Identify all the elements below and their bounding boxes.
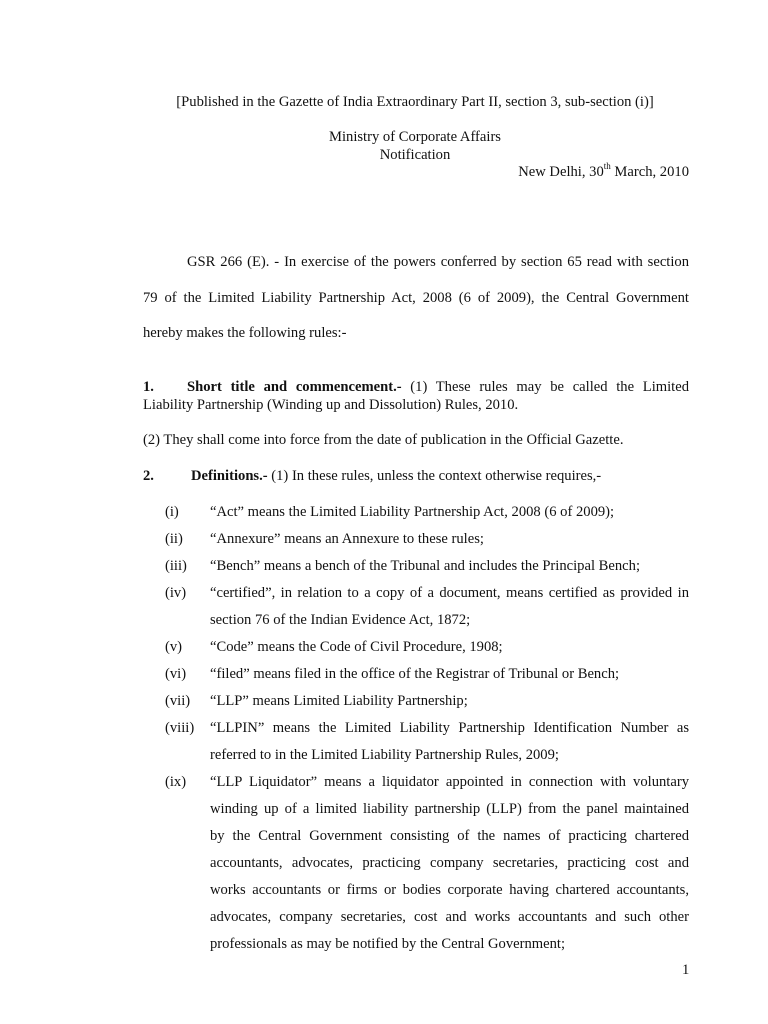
definition-number: (iii): [165, 558, 187, 574]
rule-2-number: 2.: [143, 468, 154, 484]
definition-text: [210, 665, 689, 692]
page-number: 1: [682, 962, 690, 978]
place-date: New Delhi, 30th March, 2010: [518, 161, 689, 180]
definition-line: “Annexure” means an Annexure to these rules;: [210, 531, 484, 547]
definition-line: professionals as may be notified by the Central Government;: [210, 936, 566, 952]
definition-number: (viii): [165, 720, 195, 736]
rule-1-line-1: Short title and commencement.- (1) These rules may be called the Limited: [187, 379, 689, 395]
definition-text: [210, 557, 689, 584]
rule-1-number: 1.: [143, 379, 154, 395]
definition-number: (vi): [165, 666, 187, 682]
definition-number: (iv): [165, 585, 187, 601]
definition-number: (ix): [165, 774, 187, 790]
gazette-note: [Published in the Gazette of India Extraordinary Part II, section 3, sub-section (i)]: [176, 94, 654, 110]
definition-line: works accountants or firms or bodies corporate having chartered accountants,: [210, 882, 689, 898]
definition-line: “LLP” means Limited Liability Partnership;: [210, 693, 468, 709]
definition-text: [210, 638, 689, 665]
definition-number: (i): [165, 504, 179, 520]
definition-line: “certified”, in relation to a copy of a document, means certified as provided in: [210, 585, 689, 601]
definition-line: referred to in the Limited Liability Partnership Rules, 2009;: [210, 747, 559, 763]
definition-number: (ii): [165, 531, 183, 547]
definition-number: (vii): [165, 693, 191, 709]
definition-text: [210, 692, 689, 719]
definition-text: [210, 773, 689, 962]
preamble-line-1: GSR 266 (E). - In exercise of the powers conferred by section 65 read with section: [187, 254, 689, 270]
definition-line: “Act” means the Limited Liability Partnership Act, 2008 (6 of 2009);: [210, 504, 615, 520]
notification-title: Notification: [379, 147, 451, 163]
definition-number: (v): [165, 639, 183, 655]
ministry-title: Ministry of Corporate Affairs: [329, 129, 501, 145]
definition-line: section 76 of the Indian Evidence Act, 1872;: [210, 612, 471, 628]
definition-line: by the Central Government consisting of the names of practicing chartered: [210, 828, 689, 844]
definition-line: advocates, company secretaries, cost and works accountants and such other: [210, 909, 689, 925]
preamble-line-3: hereby makes the following rules:-: [143, 325, 347, 341]
definition-text: [210, 584, 689, 638]
rule-1-line-2: Liability Partnership (Winding up and Dissolution) Rules, 2010.: [143, 397, 519, 413]
definition-line: “Code” means the Code of Civil Procedure, 1908;: [210, 639, 503, 655]
definition-text: [210, 530, 689, 557]
rule-2-intro: Definitions.- (1) In these rules, unless the context otherwise requires,-: [191, 468, 602, 484]
preamble-line-2: 79 of the Limited Liability Partnership Act, 2008 (6 of 2009), the Central Government: [143, 290, 689, 306]
definition-line: “LLP Liquidator” means a liquidator appointed in connection with voluntary: [210, 774, 689, 790]
rule-1-para-2: (2) They shall come into force from the date of publication in the Official Gazette.: [143, 432, 624, 448]
definition-line: “filed” means filed in the office of the Registrar of Tribunal or Bench;: [210, 666, 620, 682]
definition-line: “LLPIN” means the Limited Liability Partnership Identification Number as: [210, 720, 689, 736]
definition-text: [210, 719, 689, 773]
definition-line: “Bench” means a bench of the Tribunal and includes the Principal Bench;: [210, 558, 640, 574]
definition-line: accountants, advocates, practicing company secretaries, practicing cost and: [210, 855, 689, 871]
definition-text: [210, 503, 689, 530]
definition-line: winding up of a limited liability partnership (LLP) from the panel maintained: [210, 801, 689, 817]
